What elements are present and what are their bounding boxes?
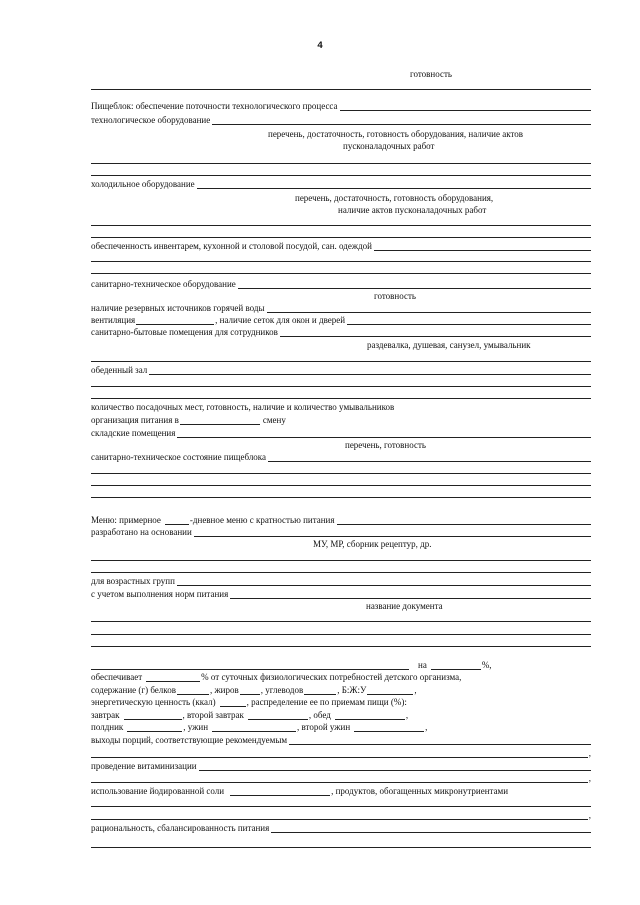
- seats-label: количество посадочных мест, готовность, наличие и количество умывальников: [91, 402, 395, 412]
- storage-label: складские помещения: [91, 428, 176, 438]
- dinner-blank[interactable]: [212, 723, 296, 732]
- sanitary-state-blank[interactable]: [268, 453, 591, 462]
- vitamins-blank[interactable]: [199, 762, 591, 771]
- shifts-blank[interactable]: [180, 416, 260, 425]
- storage-hint: перечень, готовность: [345, 440, 427, 450]
- sanitary-equipment-label: санитарно-техническое оборудование: [91, 279, 236, 289]
- sanitary-equipment-field[interactable]: [91, 279, 591, 289]
- developed-on-field[interactable]: [91, 527, 591, 537]
- cold-equipment-blank[interactable]: [197, 180, 591, 189]
- tech-equipment-hint-2: пусконаладочных работ: [343, 141, 435, 151]
- blank-line[interactable]: [91, 560, 591, 561]
- vitamins-field[interactable]: [91, 761, 591, 771]
- provides-suffix: % от суточных физиологических потребностей детского организма,: [201, 672, 462, 682]
- norms-field[interactable]: [91, 589, 591, 599]
- blank-line[interactable]: [91, 806, 591, 807]
- blank-line[interactable]: [91, 398, 591, 399]
- blank-line[interactable]: [91, 646, 591, 647]
- kitchen-flow-blank[interactable]: [340, 102, 591, 111]
- dining-hall-field[interactable]: [91, 365, 591, 375]
- nutrients-field[interactable]: [91, 685, 591, 695]
- menu-frequency-blank[interactable]: [337, 516, 591, 525]
- second-breakfast-label: , второй завтрак: [182, 710, 244, 720]
- ventilation-nets-blank[interactable]: [347, 316, 591, 325]
- staff-rooms-hint: раздевалка, душевая, санузел, умывальник: [367, 340, 531, 350]
- breakfast-blank[interactable]: [124, 711, 182, 720]
- page-number: 4: [317, 40, 323, 51]
- blank-line[interactable]: [91, 361, 591, 362]
- ventilation-label: вентиляция: [91, 315, 136, 325]
- blank-line[interactable]: [91, 261, 591, 262]
- age-groups-blank[interactable]: [177, 577, 591, 586]
- iodized-blank[interactable]: [230, 787, 330, 796]
- developed-on-label: разработано на основании: [91, 527, 192, 537]
- blank-line[interactable]: [91, 225, 591, 226]
- blank-line[interactable]: [91, 473, 591, 474]
- blank-line[interactable]: [91, 163, 591, 164]
- lunch-blank[interactable]: [335, 711, 405, 720]
- blank-line[interactable]: [91, 273, 591, 274]
- blank-line[interactable]: [91, 237, 591, 238]
- breakfast-label: завтрак: [91, 710, 120, 720]
- hot-water-label: наличие резервных источников горячей воды: [91, 303, 265, 313]
- provides-field[interactable]: [91, 672, 591, 682]
- hot-water-field[interactable]: [91, 303, 591, 313]
- menu-field[interactable]: [91, 515, 591, 525]
- ventilation-blank[interactable]: [136, 316, 214, 325]
- iodized-continued[interactable]: [91, 810, 591, 820]
- ventilation-field[interactable]: [91, 315, 591, 325]
- dining-hall-blank[interactable]: [149, 366, 591, 375]
- developed-on-hint: МУ, МР, сборник рецептур, др.: [313, 539, 432, 549]
- blank-line[interactable]: [91, 847, 591, 848]
- tech-equipment-field[interactable]: [91, 115, 591, 125]
- age-groups-label: для возрастных групп: [91, 576, 175, 586]
- portions-label: выходы порций, соответствующие рекомендуемым: [91, 735, 288, 745]
- percent-blank[interactable]: [431, 661, 481, 670]
- staff-rooms-field[interactable]: [91, 327, 591, 337]
- meals-comma-2: ,: [425, 722, 428, 732]
- percent-label: %,: [481, 660, 492, 670]
- blank-line[interactable]: [91, 634, 591, 635]
- iodized-label: использование йодированной соли: [91, 786, 225, 796]
- sanitary-state-label: санитарно-техническое состояние пищеблока: [91, 452, 267, 462]
- seats-line: [91, 402, 591, 412]
- tech-equipment-blank[interactable]: [212, 116, 591, 125]
- vitamins-continued[interactable]: [91, 773, 591, 783]
- blank-line[interactable]: [91, 621, 591, 622]
- blank-line[interactable]: [91, 572, 591, 573]
- proteins-blank[interactable]: [177, 686, 209, 695]
- sanitary-equipment-blank[interactable]: [238, 280, 591, 289]
- dinner-label: , ужин: [183, 722, 209, 732]
- energy-suffix: , распределение ее по приемам пищи (%):: [246, 697, 407, 707]
- blank-line[interactable]: [91, 175, 591, 176]
- vitamins-label: проведение витаминизации: [91, 761, 197, 771]
- blank-line[interactable]: [91, 89, 591, 90]
- proteins-label: содержание (г) белков: [91, 685, 176, 695]
- portions-blank[interactable]: [289, 736, 591, 745]
- inventory-label: обеспеченность инвентарем, кухонной и столовой посудой, сан. одеждой: [91, 241, 372, 251]
- energy-blank[interactable]: [220, 698, 246, 707]
- micronutrients-label: , продуктов, обогащенных микронутриентами: [331, 786, 509, 796]
- iodized-blank-2[interactable]: [91, 811, 588, 820]
- vitamins-comma: ,: [588, 773, 591, 783]
- portions-continued[interactable]: [91, 748, 591, 758]
- portions-comma: ,: [588, 748, 591, 758]
- sanitary-state-field[interactable]: [91, 452, 591, 462]
- tech-equipment-hint-1: перечень, достаточность, готовность оборудования, наличие актов: [268, 129, 524, 139]
- age-groups-field[interactable]: [91, 576, 591, 586]
- cold-equipment-label: холодильное оборудование: [91, 179, 195, 189]
- nutrients-comma: ,: [414, 685, 417, 695]
- hot-water-blank[interactable]: [267, 304, 591, 313]
- menu-label: Меню: примерное: [91, 515, 161, 525]
- cold-equipment-field[interactable]: [91, 179, 591, 189]
- percent-text-blank[interactable]: [91, 661, 409, 670]
- rationality-blank[interactable]: [271, 824, 591, 833]
- staff-rooms-blank[interactable]: [280, 328, 591, 337]
- inventory-field[interactable]: [91, 241, 591, 251]
- cold-equipment-hint-1: перечень, достаточность, готовность оборудования,: [295, 193, 494, 203]
- shifts-field[interactable]: [91, 415, 591, 425]
- kitchen-flow-label: Пищеблок: обеспечение поточности технологического процесса: [91, 101, 338, 111]
- dining-hall-label: обеденный зал: [91, 365, 148, 375]
- portions-field[interactable]: [91, 735, 591, 745]
- fats-label: , жиров: [209, 685, 239, 695]
- snack-blank[interactable]: [127, 723, 182, 732]
- norms-blank[interactable]: [230, 590, 591, 599]
- inventory-blank[interactable]: [374, 242, 591, 251]
- rationality-label: рациональность, сбалансированность питания: [91, 823, 270, 833]
- meals-field-1[interactable]: [91, 710, 591, 720]
- staff-rooms-label: санитарно-бытовые помещения для сотрудников: [91, 327, 278, 337]
- cold-equipment-hint-2: наличие актов пусконаладочных работ: [338, 205, 487, 215]
- bju-label: , Б:Ж:У: [337, 685, 367, 695]
- readiness-caption-2: готовность: [374, 291, 416, 301]
- energy-field[interactable]: [91, 697, 591, 707]
- second-dinner-label: , второй ужин: [297, 722, 351, 732]
- readiness-caption: готовность: [410, 69, 452, 79]
- na-label: на: [418, 660, 427, 670]
- menu-days-blank[interactable]: [165, 516, 189, 525]
- ventilation-nets-label: , наличие сеток для окон и дверей: [215, 315, 346, 325]
- fats-blank[interactable]: [240, 686, 260, 695]
- blank-line[interactable]: [91, 386, 591, 387]
- snack-label: полдник: [91, 722, 124, 732]
- rationality-field[interactable]: [91, 823, 591, 833]
- tech-equipment-label: технологическое оборудование: [91, 115, 211, 125]
- shifts-label: организация питания в: [91, 415, 179, 425]
- storage-blank[interactable]: [177, 429, 591, 438]
- energy-label: энергетическую ценность (ккал): [91, 697, 216, 707]
- lunch-label: , обед: [308, 710, 331, 720]
- norms-hint: название документа: [366, 601, 443, 611]
- storage-field[interactable]: [91, 428, 591, 438]
- vitamins-blank-2[interactable]: [91, 774, 588, 783]
- meals-comma-1: ,: [405, 710, 409, 720]
- iodized-field[interactable]: [91, 786, 591, 796]
- blank-line[interactable]: [91, 497, 591, 498]
- carbs-blank[interactable]: [304, 686, 336, 695]
- carbs-label: , углеводов: [260, 685, 304, 695]
- second-dinner-blank[interactable]: [354, 723, 424, 732]
- portions-blank-2[interactable]: [91, 749, 588, 758]
- provides-blank[interactable]: [146, 673, 200, 682]
- developed-on-blank[interactable]: [194, 528, 591, 537]
- iodized-comma: ,: [588, 810, 591, 820]
- second-breakfast-blank[interactable]: [248, 711, 308, 720]
- meals-field-2[interactable]: [91, 722, 591, 732]
- blank-line[interactable]: [91, 485, 591, 486]
- percent-field[interactable]: [91, 660, 591, 670]
- shifts-suffix: смену: [262, 415, 286, 425]
- bju-blank[interactable]: [367, 686, 413, 695]
- norms-label: с учетом выполнения норм питания: [91, 589, 229, 599]
- provides-label: обеспечивает: [91, 672, 143, 682]
- menu-days-label: -дневное меню с кратностью питания: [189, 515, 335, 525]
- kitchen-flow-field[interactable]: [91, 101, 591, 111]
